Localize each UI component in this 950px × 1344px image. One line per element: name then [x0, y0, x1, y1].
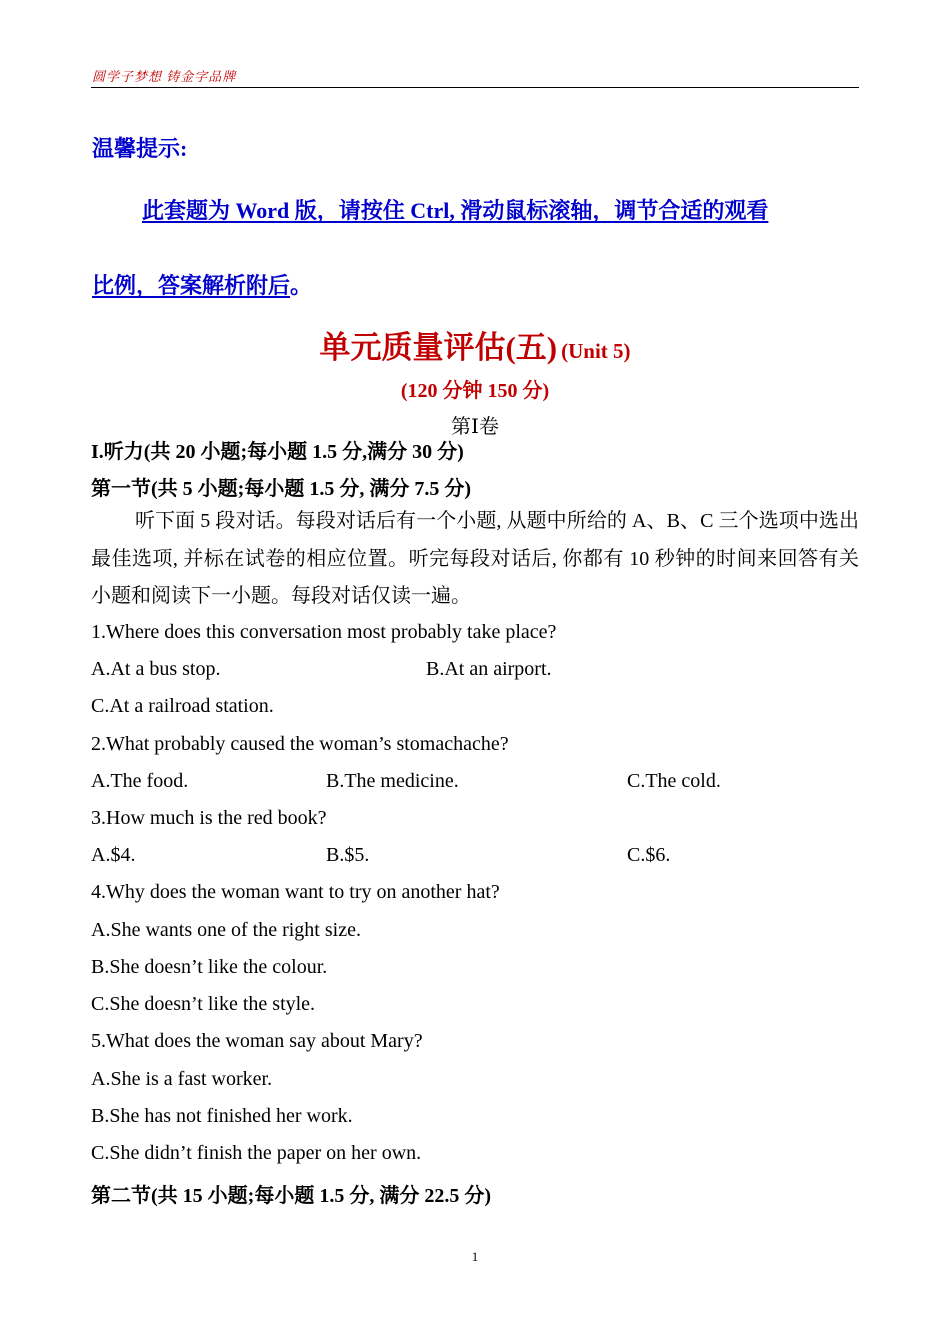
- question-2-option-b[interactable]: B.The medicine.: [326, 770, 459, 792]
- part1-heading: I.听力(共 20 小题;每小题 1.5 分,满分 30 分): [91, 441, 464, 463]
- notice-title: 温馨提示:: [92, 136, 188, 161]
- question-2-stem: 2.What probably caused the woman’s stomachache?: [91, 733, 509, 755]
- question-1-stem: 1.Where does this conversation most probably take place?: [91, 621, 557, 643]
- page-number: 1: [471, 1249, 479, 1264]
- question-5-option-b[interactable]: B.She has not finished her work.: [91, 1105, 353, 1127]
- header-rule: [91, 87, 859, 88]
- question-4-option-c[interactable]: C.She doesn’t like the style.: [91, 993, 316, 1015]
- question-5-option-a[interactable]: A.She is a fast worker.: [91, 1068, 273, 1090]
- exam-title-cn: 单元质量评估(五): [319, 330, 558, 365]
- question-4-option-b[interactable]: B.She doesn’t like the colour.: [91, 956, 328, 978]
- question-3-option-c[interactable]: C.$6.: [627, 844, 671, 866]
- exam-title: [0, 322, 950, 367]
- question-4-option-a[interactable]: A.She wants one of the right size.: [91, 919, 361, 941]
- question-1-option-b[interactable]: B.At an airport.: [426, 658, 552, 680]
- question-3-option-b[interactable]: B.$5.: [326, 844, 370, 866]
- exam-volume: 第Ⅰ卷: [451, 416, 499, 438]
- question-5-option-c[interactable]: C.She didn’t finish the paper on her own.: [91, 1142, 422, 1164]
- question-1-option-a[interactable]: A.At a bus stop.: [91, 658, 221, 680]
- question-2-option-a[interactable]: A.The food.: [91, 770, 189, 792]
- instructions: 听下面 5 段对话。每段对话后有一个小题, 从题中所给的 A、B、C 三个选项中选出最佳选项, 并标在试卷的相应位置。听完每段对话后, 你都有 10 秒钟的时间来回答有关小题和阅读下一小题。每段对话仅读一遍。: [91, 510, 859, 607]
- notice-line-2-end: 。: [290, 273, 313, 298]
- notice-line-1[interactable]: 此套题为 Word 版，请按住 Ctrl, 滑动鼠标滚轴，调节合适的观看: [142, 198, 769, 223]
- exam-time-score: (120 分钟 150 分): [400, 380, 550, 402]
- question-5-stem: 5.What does the woman say about Mary?: [91, 1030, 423, 1052]
- question-3-stem: 3.How much is the red book?: [91, 807, 327, 829]
- question-2-option-c[interactable]: C.The cold.: [627, 770, 721, 792]
- question-1-option-c[interactable]: C.At a railroad station.: [91, 695, 274, 717]
- section2-heading: 第二节(共 15 小题;每小题 1.5 分, 满分 22.5 分): [91, 1185, 491, 1207]
- question-4-stem: 4.Why does the woman want to try on another hat?: [91, 881, 500, 903]
- page-header-slogan: 圆学子梦想 铸金字品牌: [92, 69, 237, 84]
- question-3-option-a[interactable]: A.$4.: [91, 844, 136, 866]
- notice-line-2-wrapper: [92, 269, 312, 300]
- exam-title-unit: (Unit 5): [561, 339, 631, 363]
- notice-line-2[interactable]: 比例，答案解析附后: [92, 273, 291, 298]
- section1-heading: 第一节(共 5 小题;每小题 1.5 分, 满分 7.5 分): [91, 478, 471, 500]
